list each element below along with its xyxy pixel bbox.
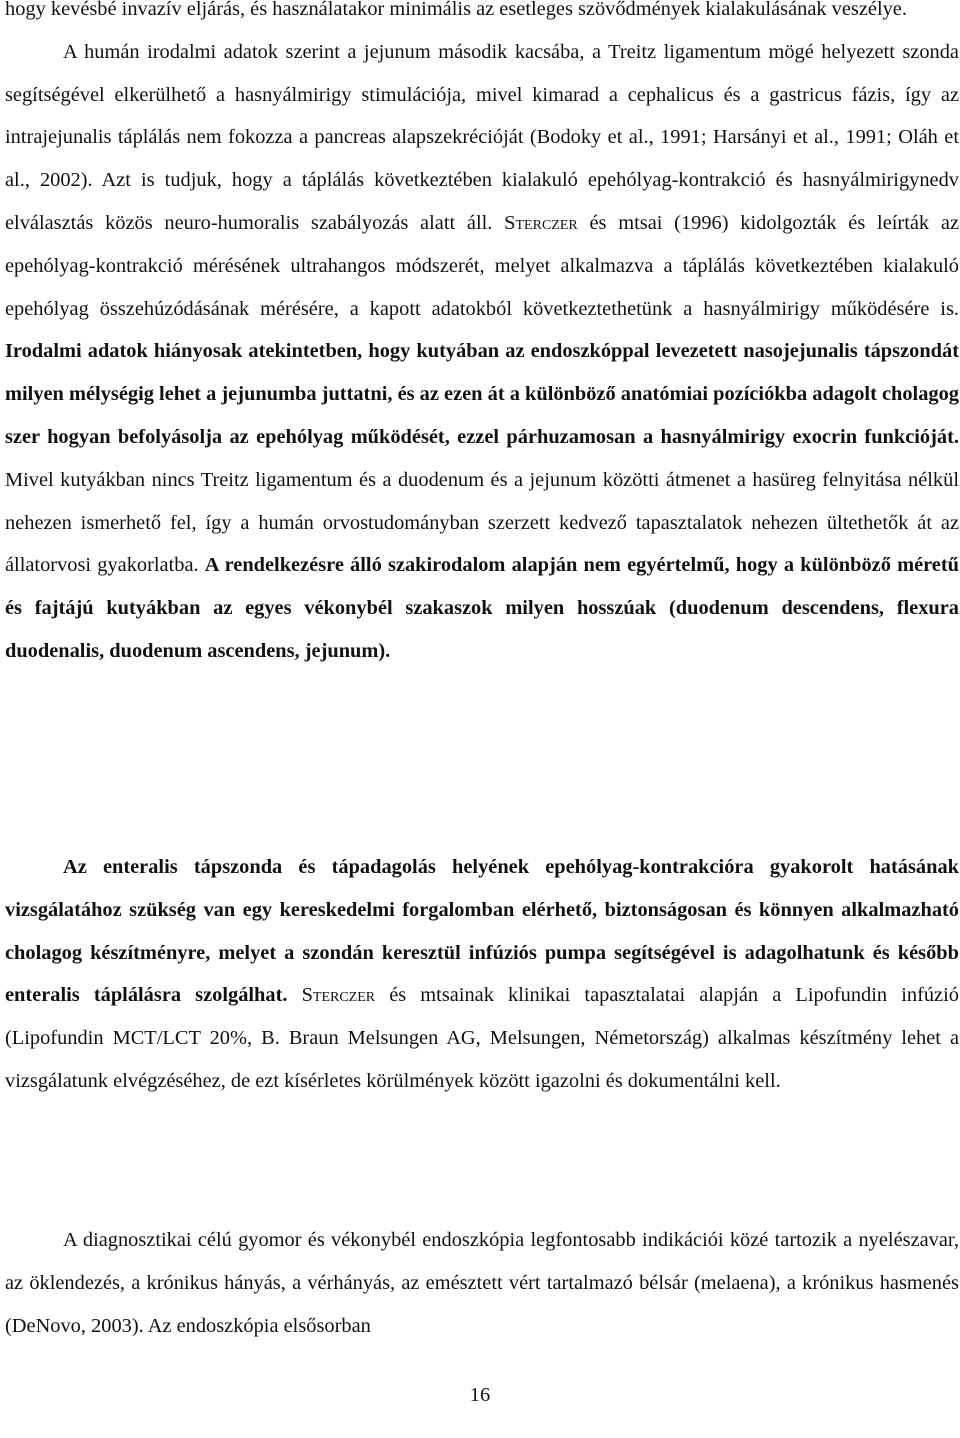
author-name-smallcaps: Sterczer [504, 211, 578, 234]
paragraph-diagnosztikai [5, 1219, 959, 1347]
paragraph-2 [5, 846, 959, 1103]
bold-statement: A rendelkezésre álló szakirodalom alapján nem egyértelmű, hogy a különböző méretű és fajtájú kutyákban az egyes vékonybél szakaszok milyen hosszúak (duodenum descendens, flexura duodenalis, duodenum ascendens, jejunum). [5, 554, 959, 662]
paragraph-1 [5, 0, 959, 673]
body-text: A humán irodalmi adatok szerint a jejunum második kacsába, a Treitz ligamentum mögé helyezett szonda segítségével elkerülhető a hasnyálmirigy stimulációja, mivel kimarad a cephalicus és a gastricus fázis, így az intrajejunalis táplálás nem fokozza a pancreas alapszekrécióját (Bodoky et al., 1991; Harsányi et al., 1991; Oláh et al., 2002). Azt is tudjuk, hogy a táplálás következtében kialakuló epehólyag-kontrakció és hasnyálmirigynedv elválasztás közös neuro-humoralis szabályozás alatt áll. [5, 40, 959, 234]
bold-statement: Az enteralis tápszonda és tápadagolás helyének epehólyag-kontrakcióra gyakorolt hatásának vizsgálatához szükség van egy kereskedelmi forgalomban elérhető, biztonságosan és könnyen alkalmazható cholagog készítményre, melyet a szondán keresztül infúziós pumpa segítségével is adagolhatunk és később enteralis táplálásra szolgálhat. [5, 856, 959, 1007]
paragraph-lead-text: hogy kevésbé invazív eljárás, és használatakor minimális az esetleges szövődmények kialakulásának veszélye. [5, 0, 907, 20]
body-text: A diagnosztikai célú gyomor és vékonybél endoszkópia legfontosabb indikációi közé tartozik a nyelészavar, az öklendezés, a krónikus hányás, a vérhányás, az emésztett vért tartalmazó bélsár (melaena), a krónikus hasmenés (DeNovo, 2003). Az endoszkópia elsősorban [5, 1229, 959, 1337]
page-number: 16 [469, 1384, 491, 1406]
body-text: és mtsainak klinikai tapasztalatai alapján a Lipofundin infúzió (Lipofundin MCT/LCT 20%, B. Braun Melsungen AG, Melsungen, Németország) alkalmas készítmény lehet a vizsgálatunk elvégzéséhez, de ezt kísérletes körülmények között igazolni és dokumentálni kell. [5, 984, 959, 1092]
paragraph-enteralis [5, 846, 959, 1103]
bold-statement: Irodalmi adatok hiányosak atekintetben, hogy kutyában az endoszkóppal levezetett nasojejunalis tápszondát milyen mélységig lehet a jejunumba juttatni, és az ezen át a különböző anatómiai pozíciókba adagolt cholagog szer hogyan befolyásolja az epehólyag működését, ezzel párhuzamosan a hasnyálmirigy exocrin funkcióját. [5, 340, 959, 448]
body-text: Mivel kutyákban nincs Treitz ligamentum és a duodenum és a jejunum közötti átmenet a hasüreg felnyitása nélkül nehezen ismerhető fel, így a humán orvostudományban szerzett kedvező tapasztalatok nehezen ültethetők át az állatorvosi gyakorlatba. [5, 468, 959, 577]
paragraph-lead [5, 0, 959, 31]
paragraph-3 [5, 1219, 959, 1347]
paragraph-humán-irodalmi [5, 31, 959, 673]
body-text: és mtsai (1996) kidolgozták és leírták az epehólyag-kontrakció mérésének ultrahangos módszerét, melyet alkalmazva a táplálás következtében kialakuló epehólyag összehúzódásának mérésére, a kapott adatokból következtethetünk a hasnyálmirigy működésére is. [5, 211, 959, 320]
author-name-smallcaps: Sterczer [301, 984, 376, 1007]
